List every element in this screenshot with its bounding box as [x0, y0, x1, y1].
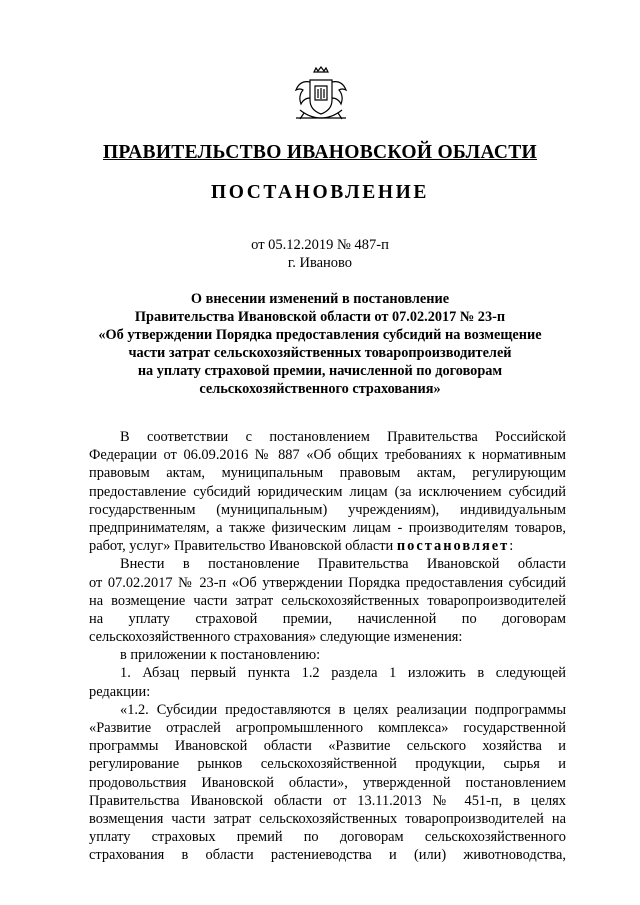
body-line: Федерации от 06.09.2016 № 887 «Об общих требованиях к нормативным — [89, 447, 566, 464]
body-line: В соответствии с постановлением Правительства Российской — [120, 429, 566, 445]
body-line: «Развитие отраслей агропромышленного комплекса» государственной — [89, 720, 566, 736]
body-line: правовым актам, муниципальным правовым актам, регулирующим — [89, 465, 566, 482]
government-name: ПРАВИТЕЛЬСТВО ИВАНОВСКОЙ ОБЛАСТИ — [102, 142, 538, 163]
decree-word: постановляет — [396, 538, 510, 555]
body-line: предоставление субсидий юридическим лицам (за исключением субсидий — [89, 483, 566, 500]
body-line: Внести в постановление Правительства Ивановской области — [120, 556, 566, 573]
body-line: программы Ивановской области «Развитие сельского хозяйства и — [89, 738, 566, 755]
body-line: продовольствия Ивановской области», утвержденной постановлением — [89, 774, 566, 791]
document-city: г. Иваново — [287, 255, 353, 271]
body-line: 1. Абзац первый пункта 1.2 раздела 1 изложить в следующей — [120, 665, 566, 682]
document-body — [89, 428, 566, 865]
title-line: Правительства Ивановской области от 07.02.2017 № 23-п — [134, 309, 506, 325]
title-line: «Об утверждении Порядка предоставления субсидий на возмещение — [98, 327, 542, 343]
body-line: от 07.02.2017 № 23-п «Об утверждении Порядка предоставления субсидий — [89, 574, 566, 591]
body-line: Правительства Ивановской области от 13.11.2013 № 451-п, в целях — [89, 792, 566, 809]
body-line: предпринимателям, а также физическим лицам - производителям товаров, — [89, 519, 566, 536]
body-line: «1.2. Субсидии предоставляются в целях реализации подпрограммы — [120, 701, 566, 718]
body-line-decree — [89, 537, 566, 555]
title-line: О внесении изменений в постановление — [190, 291, 450, 307]
body-line: на возмещение части затрат сельскохозяйственных товаропроизводителей — [89, 592, 566, 609]
title-line: части затрат сельскохозяйственных товаропроизводителей — [128, 345, 512, 361]
document-type: ПОСТАНОВЛЕНИЕ — [210, 182, 430, 203]
body-line: регулирование рынков сельскохозяйственной продукции, сырья и — [89, 756, 566, 773]
body-line: государственным (муниципальным) учреждениям), индивидуальным — [89, 501, 566, 518]
document-date: от 05.12.2019 № 487-п — [251, 237, 389, 253]
body-line: возмещения части затрат сельскохозяйственных товаропроизводителей на — [89, 810, 566, 827]
body-line-text: работ, услуг» Правительство Ивановской области — [89, 538, 394, 555]
body-line: страхования в области растениеводства и (или) животноводства, — [89, 847, 566, 864]
body-line: сельскохозяйственного страхования» следующие изменения: — [89, 629, 463, 646]
document-title — [70, 290, 570, 398]
body-line: на уплату страховой премии, начисленной по договорам — [89, 610, 566, 627]
decree-colon: : — [509, 538, 514, 555]
body-line: редакции: — [89, 683, 151, 700]
title-line: на уплату страховой премии, начисленной по договорам — [137, 363, 503, 379]
coat-of-arms-icon — [292, 66, 350, 124]
title-line: сельскохозяйственного страхования» — [199, 381, 441, 397]
body-line: уплату страховых премий по договорам сельскохозяйственного — [89, 829, 566, 846]
body-line: в приложении к постановлению: — [120, 647, 321, 664]
